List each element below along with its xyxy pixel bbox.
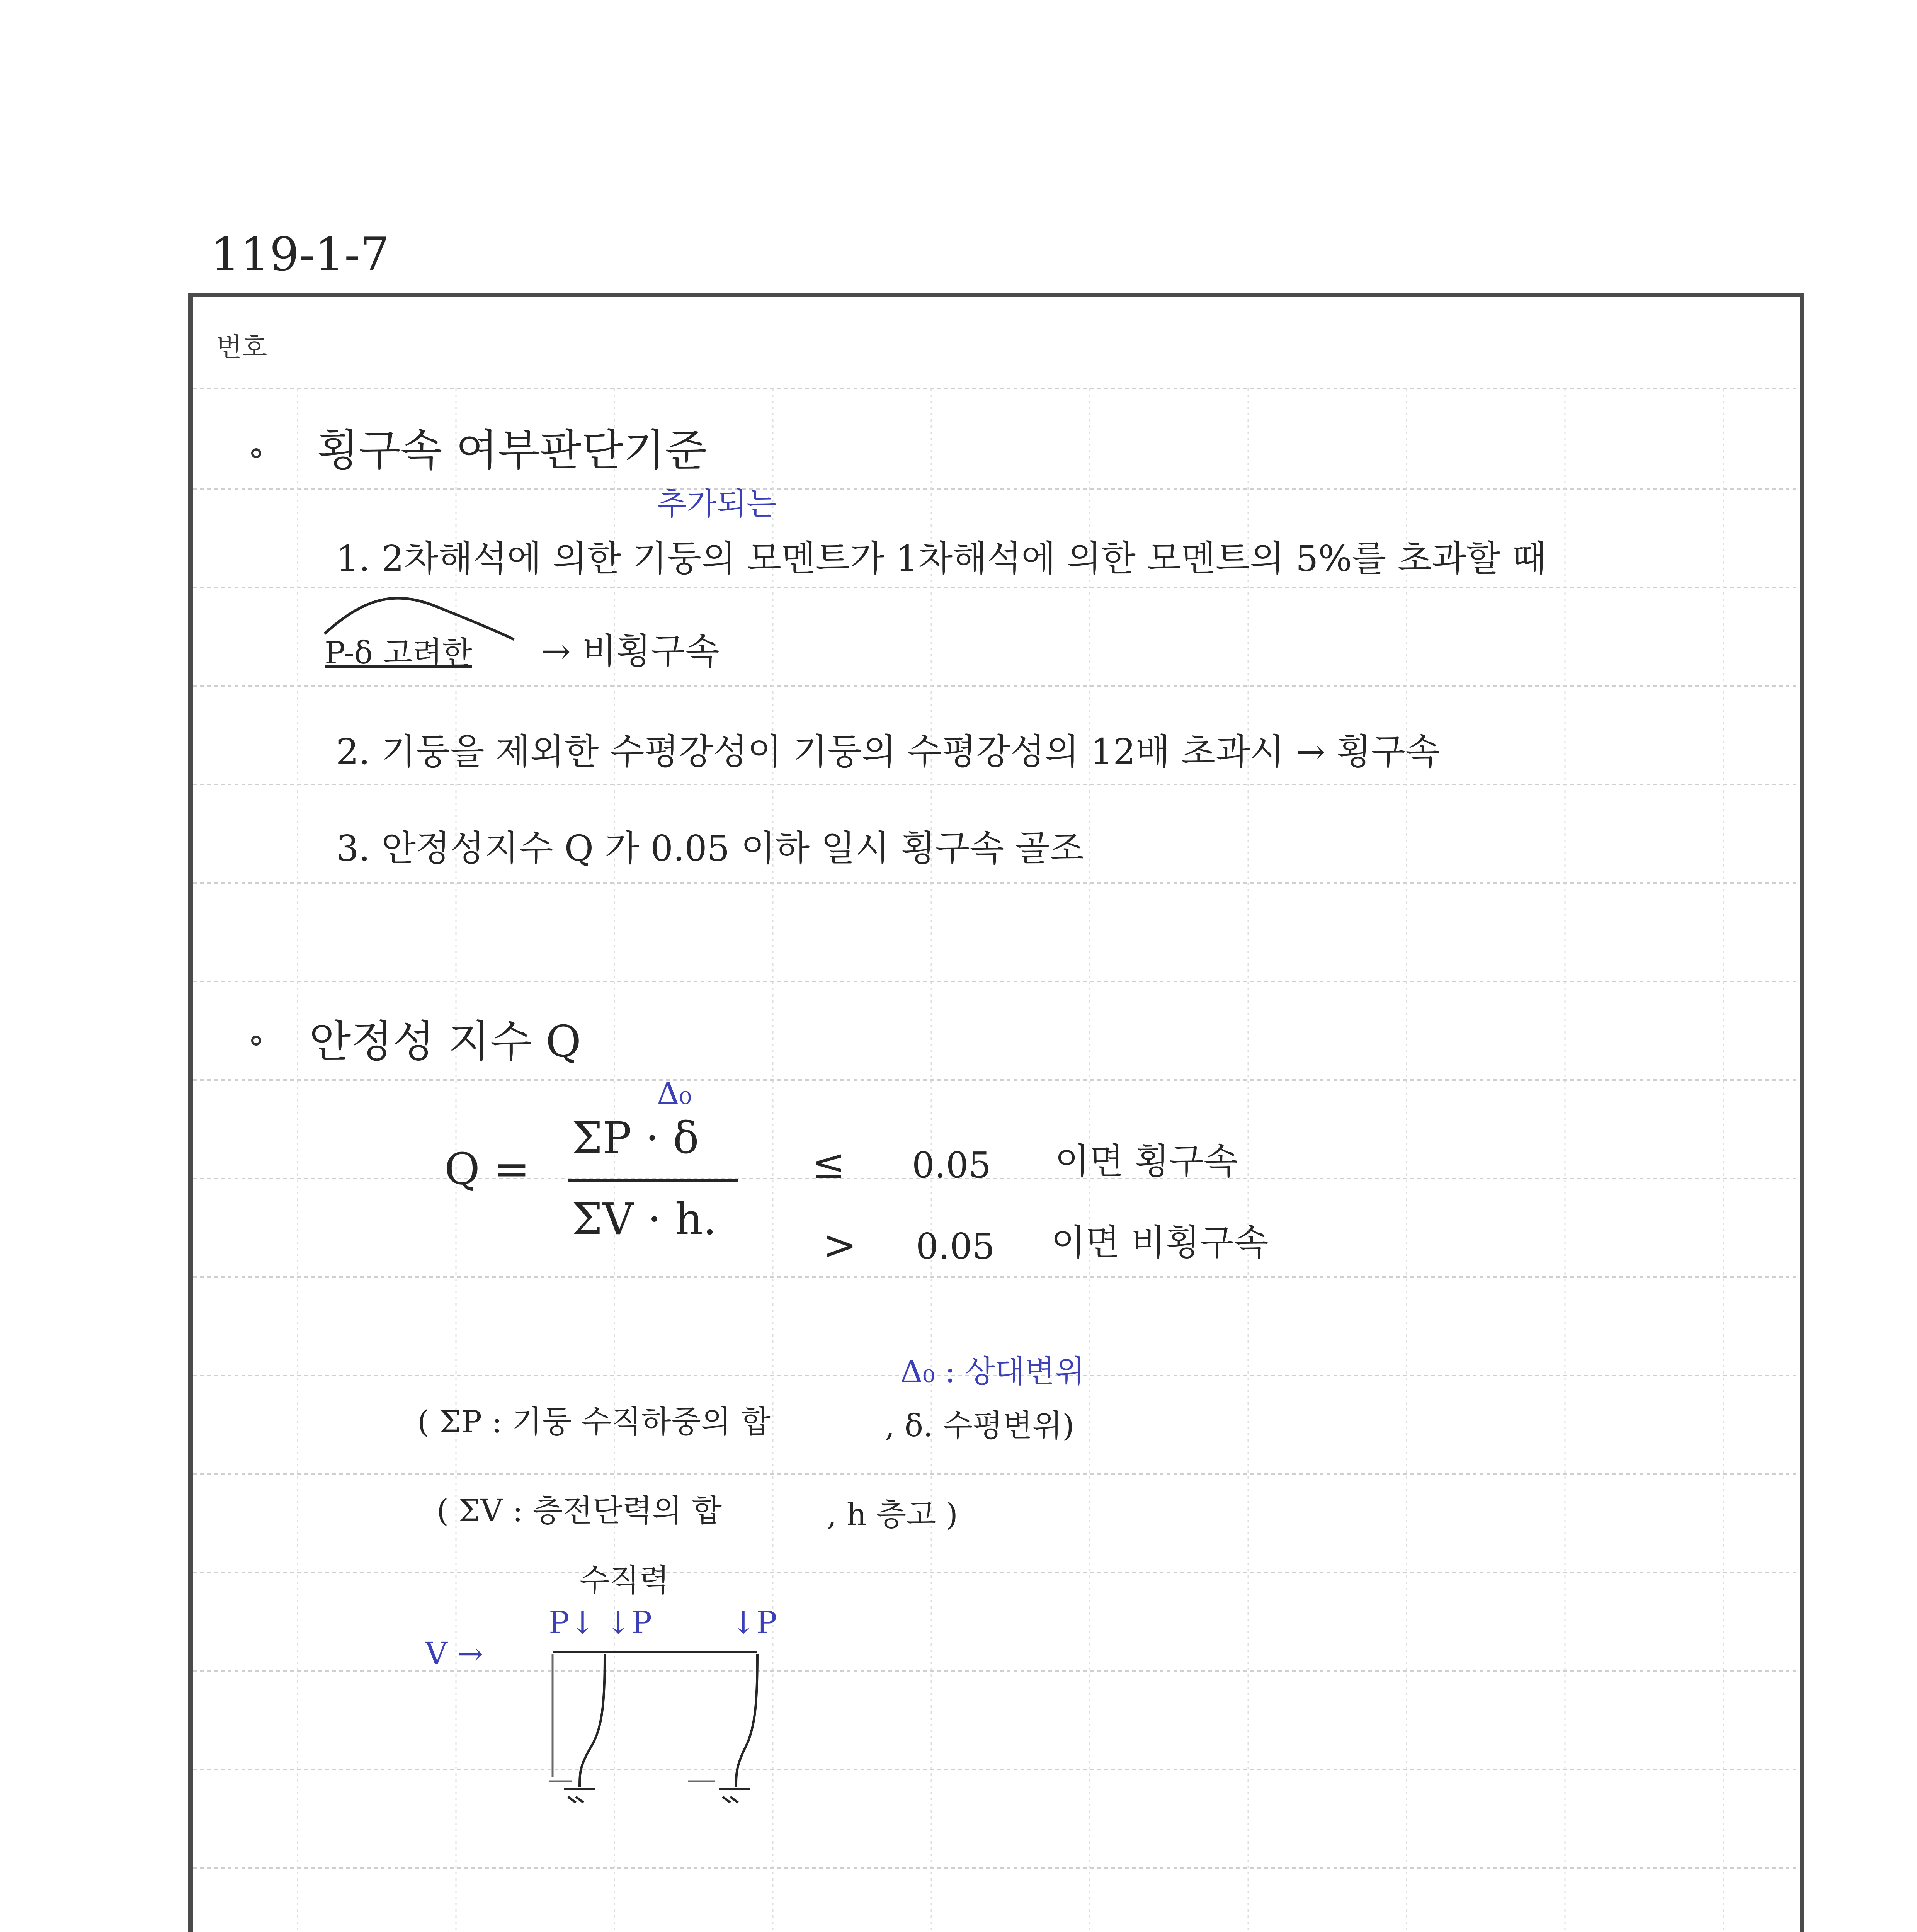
q-denominator: ΣV · h. <box>572 1194 717 1245</box>
page-id: 119-1-7 <box>211 228 390 282</box>
number-label: 번호 <box>216 332 267 363</box>
diagram-vertical-load-label: 수직력 <box>580 1562 669 1598</box>
criterion-1-note: P-δ 고려한 <box>325 635 472 671</box>
annotation-relative: Δ₀ : 상대변위 <box>900 1354 1085 1389</box>
diagram-shear-arrow: V → <box>425 1636 483 1672</box>
fraction-bar <box>568 1179 738 1182</box>
condition-1-sign: ≤ <box>811 1140 845 1187</box>
annotation-delta: Δ₀ <box>657 1075 692 1111</box>
diagram-load-right: ↓P <box>730 1605 777 1641</box>
bracket-arc-icon <box>321 591 522 641</box>
criterion-1-result: → 비횡구속 <box>541 631 720 672</box>
condition-2-sign: > <box>823 1221 857 1269</box>
legend-1b: , δ. 수평변위) <box>885 1408 1075 1444</box>
condition-2-value: 0.05 <box>916 1226 995 1267</box>
section1-title: 횡구속 여부판단기준 <box>317 425 707 476</box>
annotation-added: 추가되는 <box>657 486 777 522</box>
section2-title: 안정성 지수 Q <box>309 1017 581 1067</box>
legend-1a: ( ΣP : 기둥 수직하중의 합 <box>417 1404 771 1440</box>
q-label: Q = <box>444 1144 530 1194</box>
condition-1-text: 이면 횡구속 <box>1055 1141 1238 1182</box>
bullet-icon <box>251 1036 261 1046</box>
diagram-load-labels: P↓ ↓P <box>549 1605 652 1641</box>
frame-diagram <box>410 1562 835 1868</box>
criterion-1-line1: 1. 2차해석에 의한 기둥의 모멘트가 1차해석에 의한 모멘트의 5%를 초과할 때 <box>336 538 1546 579</box>
legend-2a: ( ΣV : 층전단력의 합 <box>437 1493 722 1529</box>
condition-2-text: 이면 비횡구속 <box>1051 1222 1269 1263</box>
condition-1-value: 0.05 <box>912 1145 991 1186</box>
legend-2b: , h 층고 ) <box>827 1497 958 1532</box>
bullet-icon <box>251 448 261 458</box>
criterion-2: 2. 기둥을 제외한 수평강성이 기둥의 수평강성의 12배 초과시 → 횡구속 <box>336 731 1440 772</box>
q-numerator: ΣP · δ <box>572 1113 699 1163</box>
criterion-3: 3. 안정성지수 Q 가 0.05 이하 일시 횡구속 골조 <box>336 828 1084 869</box>
